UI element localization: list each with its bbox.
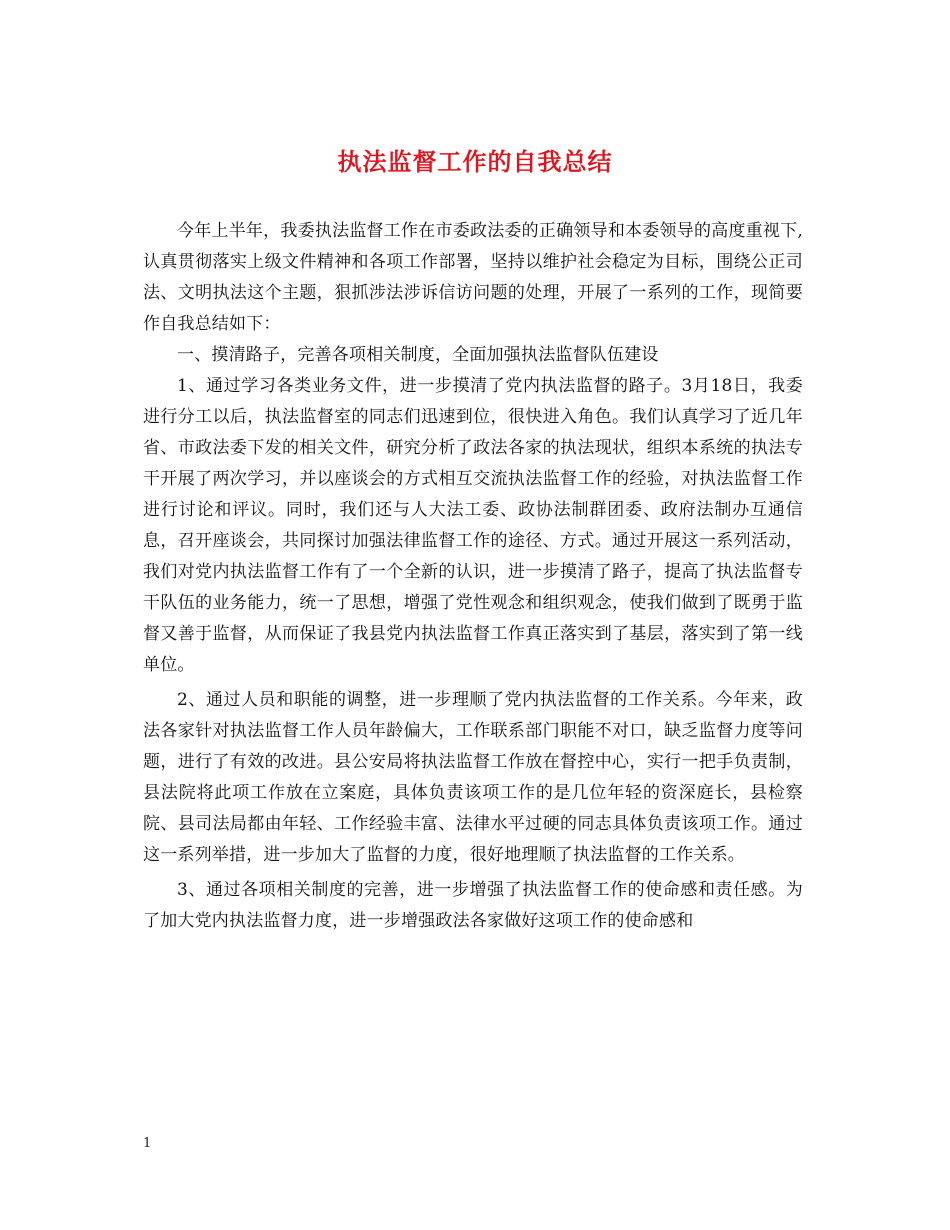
document-body bbox=[143, 216, 803, 937]
paragraph-point-3: 3、通过各项相关制度的完善，进一步增强了执法监督工作的使命感和责任感。为了加大党内执法监督力度，进一步增强政法各家做好这项工作的使命感和 bbox=[143, 880, 803, 931]
paragraph-section-heading: 一、摸清路子，完善各项相关制度，全面加强执法监督队伍建设 bbox=[177, 345, 659, 365]
paragraph-point-2: 2、通过人员和职能的调整，进一步理顺了党内执法监督的工作关系。今年来，政法各家针对执法监督工作人员年龄偏大，工作联系部门职能不对口，缺乏监督力度等问题，进行了有效的改进。县公安局将执法监督工作放在督控中心，实行一把手负责制，县法院将此项工作放在立案庭，具体负责该项工作的是几位年轻的资深庭长，县检察院、县司法局都由年轻、工作经验丰富、法律水平过硬的同志具体负责该项工作。通过这一系列举措，进一步加大了监督的力度，很好地理顺了执法监督的工作关系。 bbox=[143, 690, 803, 865]
document-title: 执法监督工作的自我总结 bbox=[337, 147, 613, 176]
page-number: 1 bbox=[143, 1136, 152, 1151]
paragraph-point-1: 1、通过学习各类业务文件，进一步摸清了党内执法监督的路子。3月18日，我委进行分工以后，执法监督室的同志们迅速到位，很快进入角色。我们认真学习了近几年省、市政法委下发的相关文件，研究分析了政法各家的执法现状，组织本系统的执法专干开展了两次学习，并以座谈会的方式相互交流执法监督工作的经验，对执法监督工作进行讨论和评议。同时，我们还与人大法工委、政协法制群团委、政府法制办互通信息，召开座谈会，共同探讨加强法律监督工作的途径、方式。通过开展这一系列活动，我们对党内执法监督工作有了一个全新的认识，进一步摸清了路子，提高了执法监督专干队伍的业务能力，统一了思想，增强了党性观念和组织观念，使我们做到了既勇于监督又善于监督，从而保证了我县党内执法监督工作真正落实到了基层，落实到了第一线单位。 bbox=[143, 376, 803, 675]
paragraph-intro: 今年上半年，我委执法监督工作在市委政法委的正确领导和本委领导的高度重视下,认真贯彻落实上级文件精神和各项工作部署，坚持以维护社会稳定为目标，围绕公正司法、文明执法这个主题，狠抓涉法涉诉信访问题的处理，开展了一系列的工作，现简要作自我总结如下： bbox=[143, 221, 803, 334]
